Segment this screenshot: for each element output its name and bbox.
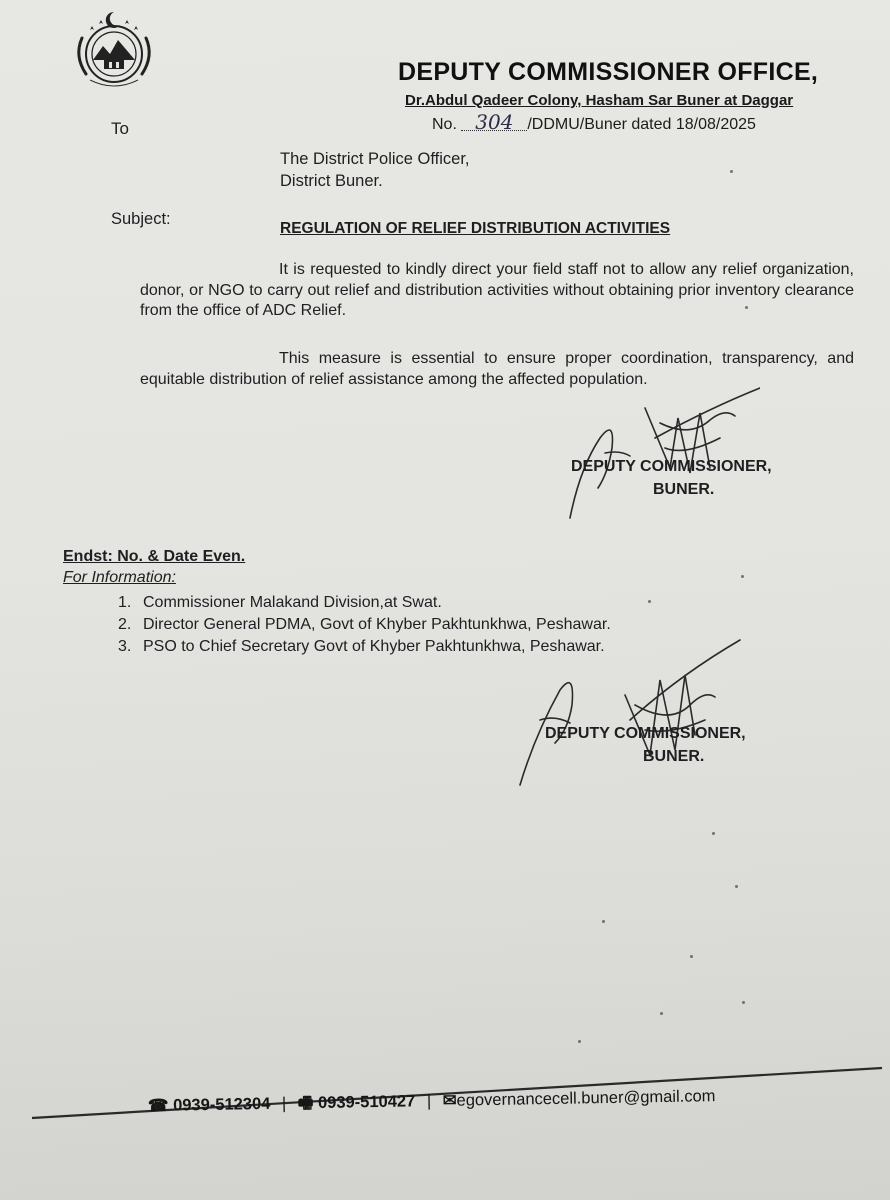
office-address: Dr.Abdul Qadeer Colony, Hasham Sar Buner at Daggar	[405, 92, 794, 109]
handwritten-reference-number: 304	[461, 114, 527, 131]
for-information-label: For Information:	[63, 569, 176, 586]
signatory-district: BUNER.	[653, 481, 715, 498]
reference-suffix: /DDMU/Buner dated 18/08/2025	[527, 116, 756, 133]
body-paragraph-1: It is requested to kindly direct your field staff not to allow any relief organization, donor, or NGO to carry out relief and distribution activities without obtaining prior inventory clearance from the office of ADC Relief.	[140, 261, 854, 319]
to-label: To	[111, 119, 129, 138]
distribution-item: 3. PSO to Chief Secretary Govt of Khyber Pakhtunkhwa, Peshawar.	[118, 638, 605, 655]
distribution-item: 1. Commissioner Malakand Division,at Swat.	[118, 594, 442, 611]
recipient-line-2: District Buner.	[280, 172, 383, 190]
recipient-line-1: The District Police Officer,	[280, 150, 470, 168]
separator: |	[281, 1094, 287, 1113]
signatory-title: DEPUTY COMMISSIONER,	[545, 725, 746, 742]
fax-number[interactable]: 0939-510427	[317, 1092, 416, 1113]
office-title: DEPUTY COMMISSIONER OFFICE,	[398, 58, 819, 86]
endorsement-heading: Endst: No. & Date Even.	[63, 548, 246, 565]
envelope-icon: ✉	[442, 1091, 457, 1110]
separator: |	[426, 1092, 432, 1111]
reference-prefix: No.	[432, 116, 457, 133]
telephone-icon: ☎	[147, 1096, 169, 1115]
body-paragraph-2: This measure is essential to ensure proper coordination, transparency, and equitable distribution of relief assistance among the affected population.	[140, 350, 854, 388]
subject-label: Subject:	[111, 210, 171, 228]
phone-number[interactable]: 0939-512304	[172, 1094, 271, 1115]
signatory-district: BUNER.	[643, 748, 705, 765]
signatory-title: DEPUTY COMMISSIONER,	[571, 458, 772, 475]
fax-icon: 🖷	[297, 1094, 314, 1113]
distribution-item: 2. Director General PDMA, Govt of Khyber Pakhtunkhwa, Peshawar.	[118, 616, 611, 633]
email-address[interactable]: egovernancecell.buner@gmail.com	[456, 1087, 716, 1110]
subject-text: REGULATION OF RELIEF DISTRIBUTION ACTIVITIES	[280, 220, 671, 237]
